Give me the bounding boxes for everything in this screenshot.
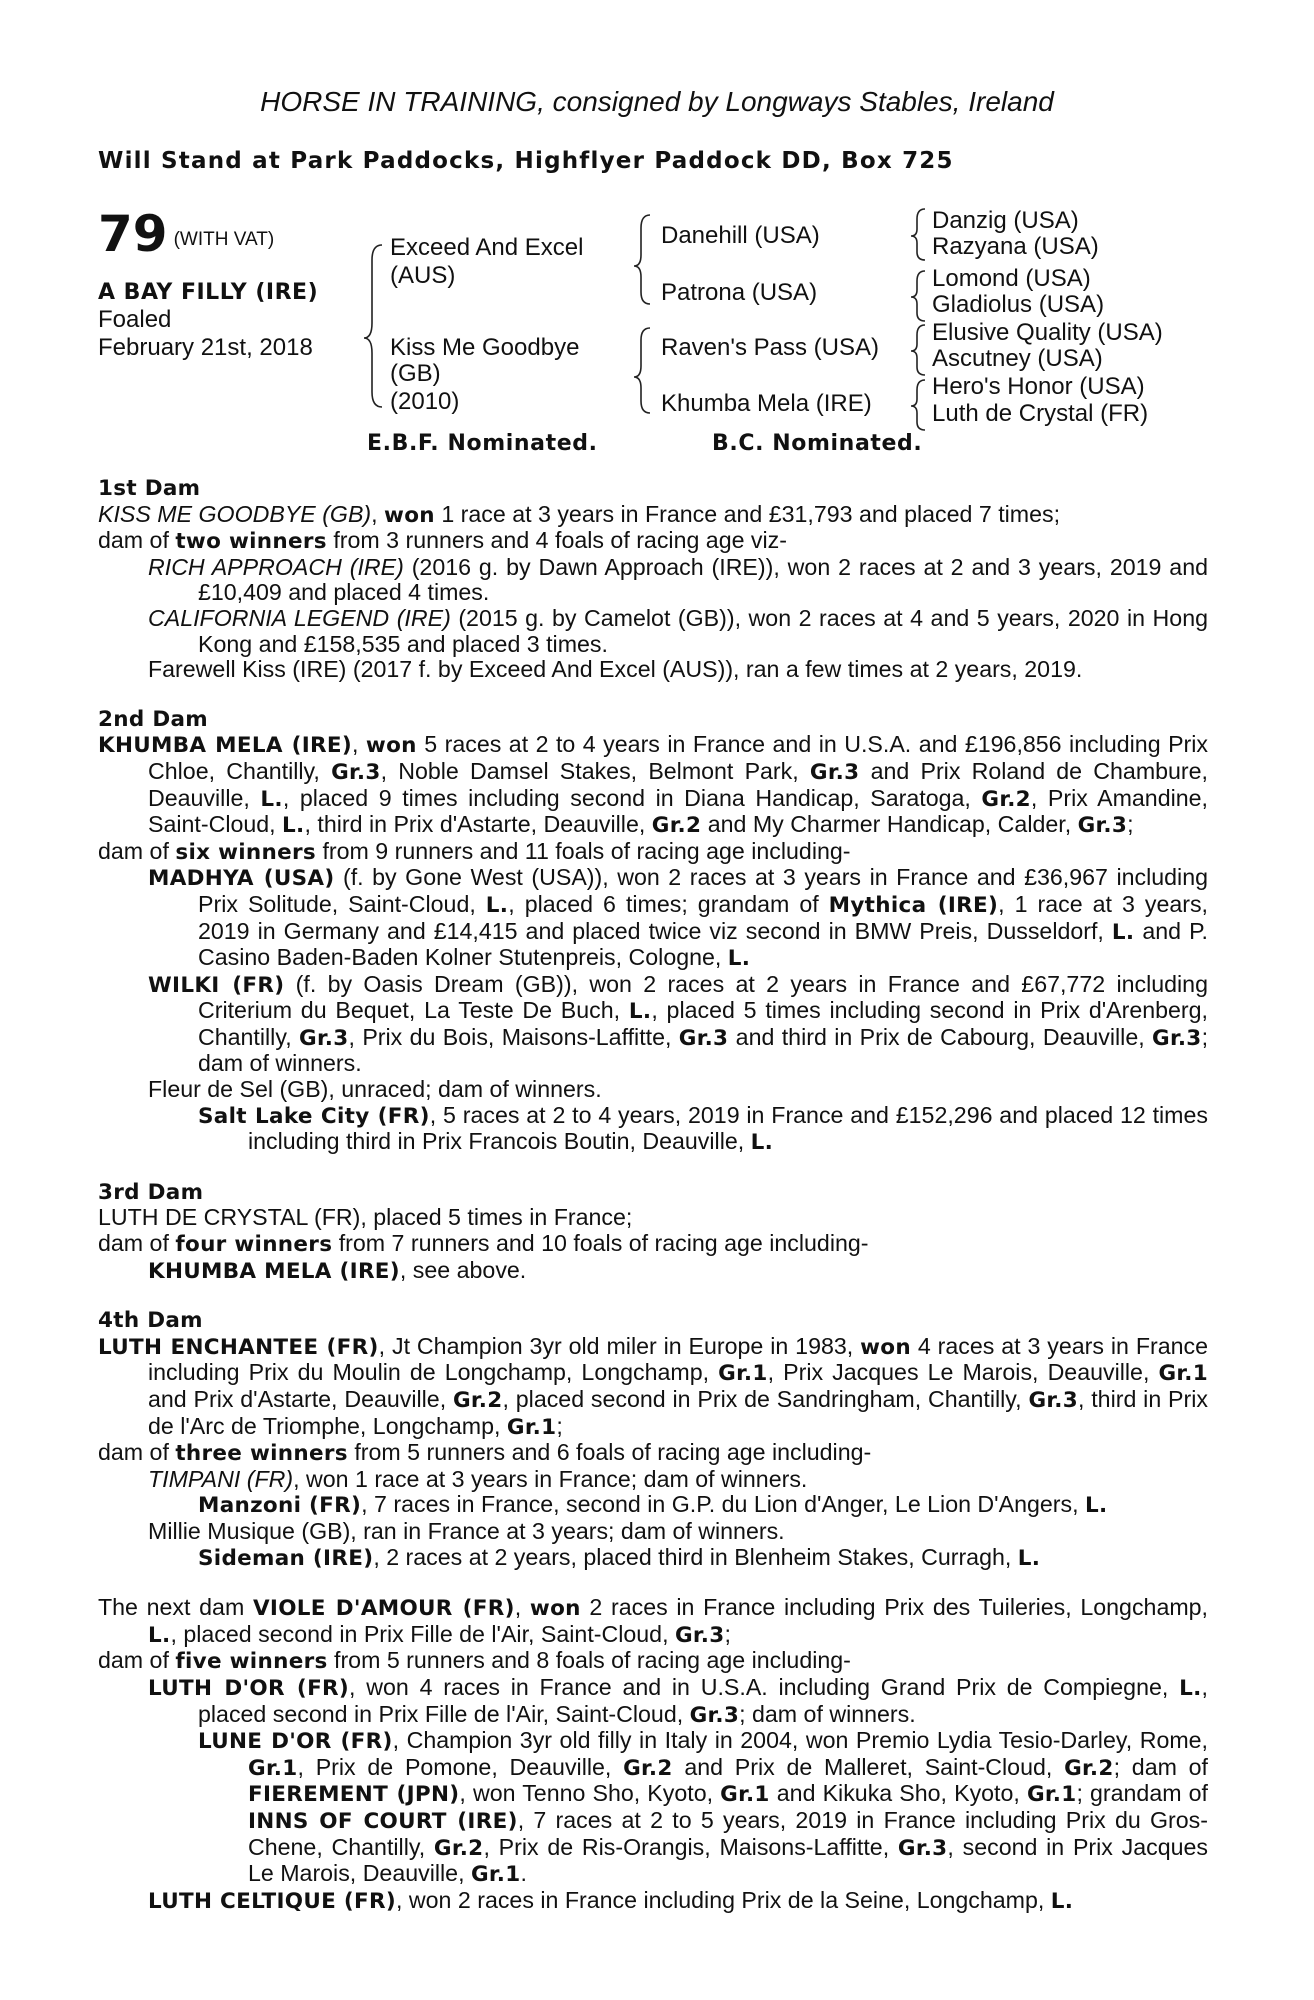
third-generation-7: Hero's Honor (USA) <box>932 373 1145 400</box>
produce-entry: RICH APPROACH (IRE) (2016 g. by Dawn Approach (IRE)), won 2 races at 2 and 3 years, 2019 and £10,409 and placed 4 times. <box>148 553 1208 606</box>
produce-entry: Farewell Kiss (IRE) (2017 f. by Exceed And Excel (AUS)), ran a few times at 2 years, 2019. <box>148 656 1083 683</box>
produce-entry: Manzoni (FR), 7 races in France, second in G.P. du Lion d'Anger, Le Lion D'Angers, L. <box>198 1491 1108 1519</box>
next-dam-record: The next dam VIOLE D'AMOUR (FR), won 2 races in France including Prix des Tuileries, Longchamp, L., placed second in Prix Fille de l'Air, Saint-Cloud, Gr.3; <box>98 1594 1208 1648</box>
produce-entry: WILKI (FR) (f. by Oasis Dream (GB)), won 2 races at 2 years in France and £67,772 including Criterium du Bequet, La Teste De Buch, L., placed 5 times including second in Prix d'Arenberg, Chantilly, Gr.3, Prix du Bois, Maisons-Laffitte, Gr.3 and third in Prix de Cabourg, Deauville, Gr.3; dam of winners. <box>148 970 1209 1077</box>
next-dam-produce-summary: dam of five winners from 5 runners and 8 foals of racing age including- <box>98 1647 851 1675</box>
produce-entry: LUTH D'OR (FR), won 4 races in France and in U.S.A. including Grand Prix de Compiegne, L., placed second in Prix Fille de l'Air, Saint-Cloud, Gr.3; dam of winners. <box>148 1673 1208 1728</box>
third-generation-5: Elusive Quality (USA) <box>932 319 1163 346</box>
produce-entry: TIMPANI (FR), won 1 race at 3 years in France; dam of winners. <box>148 1465 808 1492</box>
brace-3c <box>911 325 925 375</box>
third-generation-2: Razyana (USA) <box>932 233 1099 260</box>
produce-entry: KHUMBA MELA (IRE), see above. <box>148 1256 527 1284</box>
dam-country: (GB) <box>390 360 441 387</box>
produce-entry: LUTH CELTIQUE (FR), won 2 races in France including Prix de la Seine, Longchamp, L. <box>148 1886 1074 1914</box>
second-dam-produce-summary: dam of six winners from 9 runners and 11 foals of racing age including- <box>98 837 851 865</box>
produce-entry: Sideman (IRE), 2 races at 2 years, placed third in Blenheim Stakes, Curragh, L. <box>198 1543 1041 1571</box>
third-generation-6: Ascutney (USA) <box>932 345 1103 372</box>
foaled-label: Foaled <box>98 306 172 333</box>
produce-record <box>98 476 1208 1914</box>
third-dam-produce-summary: dam of four winners from 7 runners and 10 foals of racing age including- <box>98 1230 869 1258</box>
produce-entry: Fleur de Sel (GB), unraced; dam of winners. <box>148 1076 602 1103</box>
third-generation-3: Lomond (USA) <box>932 265 1091 292</box>
fourth-dam-heading: 4th Dam <box>98 1308 203 1334</box>
first-dam-produce-summary: dam of two winners from 3 runners and 4 foals of racing age viz- <box>98 527 787 555</box>
second-dam-heading: 2nd Dam <box>98 706 208 732</box>
brace-3a <box>911 209 925 260</box>
first-dam-heading: 1st Dam <box>98 476 201 501</box>
stabling-location: Will Stand at Park Paddocks, Highflyer Paddock DD, Box 725 <box>98 148 954 174</box>
foaled-date: February 21st, 2018 <box>98 334 313 361</box>
third-dam-heading: 3rd Dam <box>98 1179 204 1205</box>
dam: Kiss Me Goodbye <box>390 334 580 361</box>
third-generation-8: Luth de Crystal (FR) <box>932 400 1149 427</box>
dam-line-brace <box>634 328 650 413</box>
second-dam-record: KHUMBA MELA (IRE), won 5 races at 2 to 4 years in France and in U.S.A. and £196,856 including Prix Chloe, Chantilly, Gr.3, Noble Damsel Stakes, Belmont Park, Gr.3 and Prix Roland de Chambure, Deauville, L., placed 9 times including second in Diana Handicap, Saratoga, Gr.2, Prix Amandine, Saint-Cloud, L., third in Prix d'Astarte, Deauville, Gr.2 and My Charmer Handicap, Calder, Gr.3; <box>98 731 1208 839</box>
sire: Exceed And Excel <box>390 234 584 261</box>
third-generation-4: Gladiolus (USA) <box>932 291 1105 318</box>
brace-3d <box>911 380 925 430</box>
dam-dam: Khumba Mela (IRE) <box>661 390 872 417</box>
lot-number: 79 <box>98 205 168 263</box>
vat-label: (WITH VAT) <box>173 229 275 250</box>
consignor-heading: HORSE IN TRAINING, consigned by Longways Stables, Ireland <box>260 86 1054 117</box>
produce-entry: CALIFORNIA LEGEND (IRE) (2015 g. by Camelot (GB)), won 2 races at 4 and 5 years, 2020 in Hong Kong and £158,535 and placed 3 times. <box>148 604 1208 657</box>
produce-entry: MADHYA (USA) (f. by Gone West (USA)), won 2 races at 3 years in France and £36,967 including Prix Solitude, Saint-Cloud, L., placed 6 times; grandam of Mythica (IRE), 1 race at 3 years, 2019 in Germany and £14,415 and placed twice viz second in BMW Preis, Dusseldorf, L. and P. Casino Baden-Baden Kolner Stutenpreis, Cologne, L. <box>148 864 1208 972</box>
fourth-dam-produce-summary: dam of three winners from 5 runners and 6 foals of racing age including- <box>98 1439 872 1467</box>
produce-entry: Millie Musique (GB), ran in France at 3 years; dam of winners. <box>148 1517 785 1544</box>
third-dam-record: LUTH DE CRYSTAL (FR), placed 5 times in France; <box>98 1204 633 1231</box>
sire-dam: Patrona (USA) <box>661 279 818 306</box>
first-dam-record: KISS ME GOODBYE (GB), won 1 race at 3 years in France and £31,793 and placed 7 times; <box>98 500 1061 528</box>
bc-nominated: B.C. Nominated. <box>712 431 923 456</box>
produce-entry: Salt Lake City (FR), 5 races at 2 to 4 years, 2019 in France and £152,296 and placed 12 times including third in Prix Francois Boutin, Deauville, L. <box>198 1101 1208 1156</box>
sire-line-brace <box>634 215 650 304</box>
ebf-nominated: E.B.F. Nominated. <box>367 431 598 456</box>
third-generation-1: Danzig (USA) <box>932 207 1079 234</box>
dam-year: (2010) <box>390 388 460 415</box>
sire-country: (AUS) <box>390 262 456 289</box>
brace-3b <box>911 271 925 321</box>
sire-sire: Danehill (USA) <box>661 222 820 249</box>
first-generation-brace <box>364 245 382 407</box>
horse-description: A BAY FILLY (IRE) <box>98 280 319 305</box>
dam-sire: Raven's Pass (USA) <box>661 334 879 361</box>
produce-entry: LUNE D'OR (FR), Champion 3yr old filly in Italy in 2004, won Premio Lydia Tesio-Darley, Rome, Gr.1, Prix de Pomone, Deauville, Gr.2 and Prix de Malleret, Saint-Cloud, Gr.2; dam of FIEREMENT (JPN), won Tenno Sho, Kyoto, Gr.1 and Kikuka Sho, Kyoto, Gr.1; grandam of INNS OF COURT (IRE), 7 races at 2 to 5 years, 2019 in France including Prix du Gros-Chene, Chantilly, Gr.2, Prix de Ris-Orangis, Maisons-Laffitte, Gr.3, second in Prix Jacques Le Marois, Deauville, Gr.1. <box>198 1727 1208 1888</box>
fourth-dam-record: LUTH ENCHANTEE (FR), Jt Champion 3yr old miler in Europe in 1983, won 4 races at 3 years in France including Prix du Moulin de Longchamp, Longchamp, Gr.1, Prix Jacques Le Marois, Deauville, Gr.1 and Prix d'Astarte, Deauville, Gr.2, placed second in Prix de Sandringham, Chantilly, Gr.3, third in Prix de l'Arc de Triomphe, Longchamp, Gr.1; <box>98 1332 1208 1440</box>
